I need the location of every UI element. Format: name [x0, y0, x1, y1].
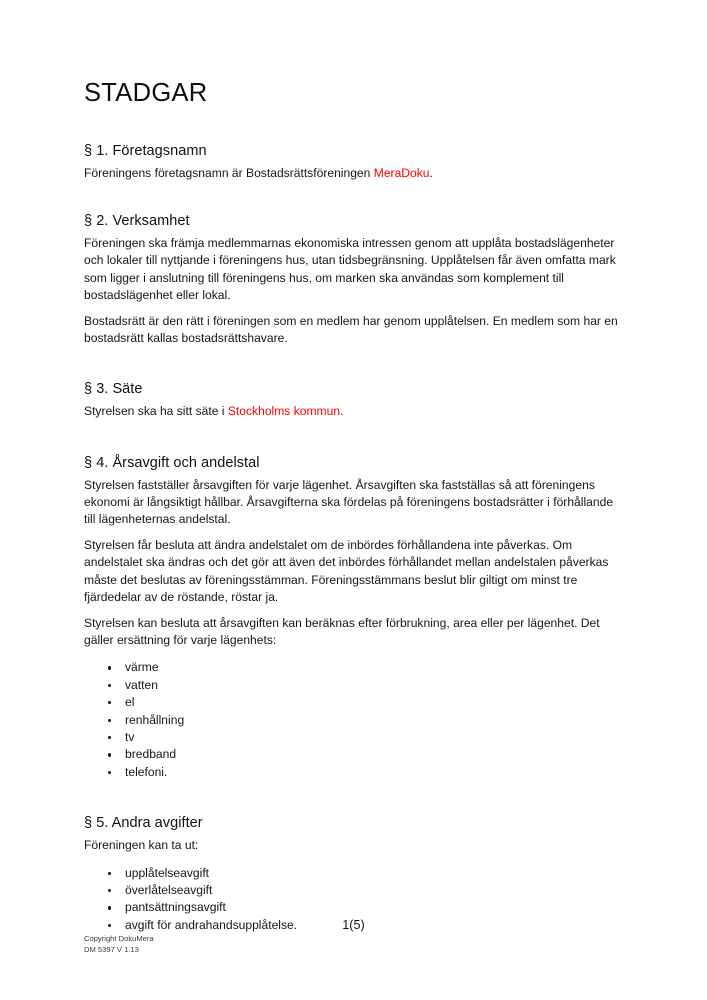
- bullet-dot-icon: [108, 736, 111, 739]
- bullet-dot-icon: [108, 872, 111, 875]
- list-item-label: avgift för andrahandsupplåtelse.: [125, 917, 298, 932]
- list-item: [84, 746, 626, 763]
- placeholder-field-company-name: MeraDoku: [373, 166, 430, 180]
- paragraph-text-tail: .: [340, 404, 344, 419]
- list-item: [84, 899, 626, 916]
- list-item-label: värme: [125, 660, 159, 675]
- footer-copyright: Copyright DokuMera: [84, 934, 154, 943]
- list-item-label: bredband: [125, 747, 177, 762]
- section-5-heading: § 5. Andra avgifter: [84, 815, 203, 832]
- section-1: [84, 142, 626, 182]
- section-1-paragraph-1: [84, 165, 626, 182]
- section-2-paragraph-2: Bostadsrätt är den rätt i föreningen som en medlem har genom upplåtelsen. En medlem som har en bostadsrätt kallas bostadsrättshavare.: [84, 314, 618, 346]
- section-2-paragraph-1: Föreningen ska främja medlemmarnas ekonomiska intressen genom att upplåta bostadslägenheter och lokaler till nyttjande i föreningens hus, utan tidsbegränsning. Upplåtelsen får även omfatta mark som ligger i anslutning till föreningens hus, om marken ska användas som komplement till bostadslägenhet eller lokal.: [84, 236, 616, 302]
- page-title: STADGAR: [84, 79, 208, 107]
- list-item-label: renhållning: [125, 712, 185, 727]
- placeholder-field-municipality: Stockholms kommun: [227, 404, 341, 419]
- footer-doc-ref: DM 5397 V 1.13: [84, 944, 139, 954]
- section-1-heading: § 1. Företagsnamn: [84, 143, 207, 159]
- section-4-paragraph-2: Styrelsen får besluta att ändra andelstalet om de inbördes förhållandena inte påverkas. Om andelstalet ska ändras och det gör att även det inbördes förhållandet mellan andelstalen påverkas måste det beslutas av föreningsstämman. Föreningsstämmans beslut blir giltigt om minst tre fjärdedelar av de röstande, röstar ja.: [84, 538, 609, 604]
- list-item-label: telefoni.: [125, 764, 168, 779]
- bullet-dot-icon: [108, 771, 111, 774]
- list-item: [84, 865, 626, 882]
- section-5-paragraph-1: Föreningen kan ta ut:: [84, 838, 199, 853]
- paragraph-text: Styrelsen ska ha sitt säte i: [84, 404, 228, 419]
- document-footer: [84, 934, 154, 955]
- section-4-paragraph-1: Styrelsen fastställer årsavgiften för varje lägenhet. Årsavgiften ska fastställas så att föreningens ekonomi är långsiktigt hållbar. Årsavgifterna ska fördelas på föreningens bostadsrätter i förhållande till lägenheternas andelstal.: [84, 477, 614, 527]
- list-item: [84, 764, 626, 781]
- section-2: [84, 212, 626, 347]
- bullet-dot-icon: [108, 753, 111, 756]
- section-4-heading: § 4. Årsavgift och andelstal: [84, 454, 260, 471]
- bullet-dot-icon: [108, 666, 111, 669]
- bullet-dot-icon: [108, 684, 111, 687]
- list-item: [84, 659, 626, 676]
- section-4-paragraph-3: Styrelsen kan besluta att årsavgiften kan beräknas efter förbrukning, area eller per lägenhet. Det gäller ersättning för varje lägenhets:: [84, 616, 600, 648]
- list-item-label: tv: [125, 730, 135, 745]
- section-4-bullet-list: [84, 659, 626, 781]
- bullet-dot-icon: [108, 889, 111, 892]
- section-3-paragraph-1: [84, 403, 626, 420]
- list-item-label: el: [125, 695, 135, 710]
- list-item-label: upplåtelseavgift: [125, 865, 210, 880]
- section-3-heading: § 3. Säte: [84, 381, 143, 398]
- section-2-heading: § 2. Verksamhet: [84, 213, 190, 230]
- bullet-dot-icon: [108, 906, 111, 909]
- bullet-dot-icon: [108, 701, 111, 704]
- list-item-label: pantsättningsavgift: [125, 900, 226, 915]
- list-item: [84, 694, 626, 711]
- paragraph-text-tail: .: [429, 166, 433, 180]
- list-item: [84, 882, 626, 899]
- bullet-dot-icon: [108, 719, 111, 722]
- list-item: [84, 729, 626, 746]
- section-4: [84, 454, 626, 782]
- list-item-label: vatten: [125, 677, 158, 692]
- list-item: [84, 712, 626, 729]
- page-number: 1(5): [342, 918, 365, 932]
- paragraph-text: Föreningens företagsnamn är Bostadsrättsföreningen: [84, 166, 374, 180]
- document-body: [84, 78, 626, 934]
- section-3: [84, 380, 626, 420]
- list-item: [84, 677, 626, 694]
- list-item-label: överlåtelseavgift: [125, 882, 213, 897]
